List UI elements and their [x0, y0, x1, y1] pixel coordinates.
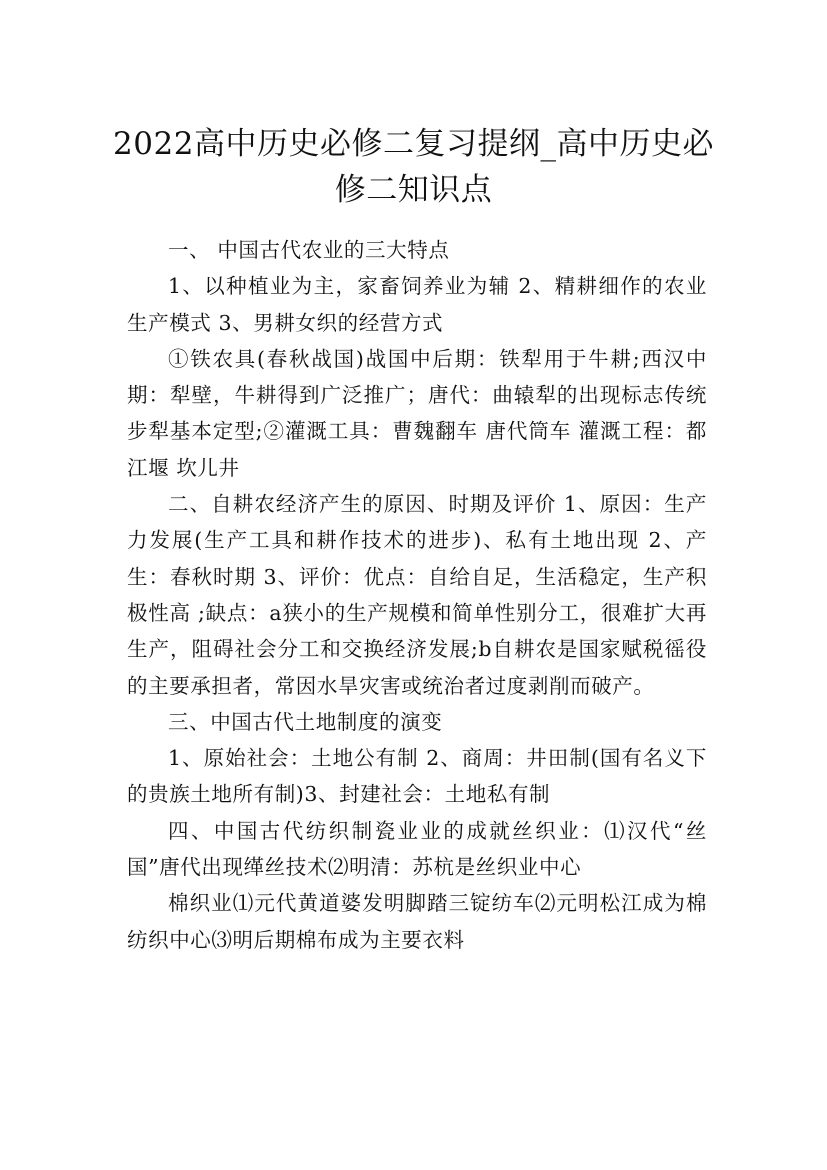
paragraph: 棉织业⑴元代黄道婆发明脚踏三锭纺车⑵元明松江成为棉纺织中心⑶明后期棉布成为主要衣料: [127, 891, 707, 952]
section-heading-2: 二、自耕农经济产生的原因、时期及评价 1、原因：生产力发展(生产工具和耕作技术的进步)、私有土地出现 2、产生：春秋时期 3、评价：优点：自给自足，生活稳定，生产积极性高 ;缺点：a狭小的生产规模和简单性别分工，很难扩大再生产，阻碍社会分工和交换经济发展;b自耕农是国家赋税徭役的主要承担者，常因水旱灾害或统治者过度剥削而破产。: [127, 492, 707, 698]
paragraph: 1、原始社会：土地公有制 2、商周：井田制(国有名义下的贵族土地所有制)3、封建社会：土地私有制: [127, 746, 707, 807]
paragraph: 1、以种植业为主，家畜饲养业为辅 2、精耕细作的农业生产模式 3、男耕女织的经营方式: [127, 274, 707, 335]
document-body: [127, 232, 707, 958]
page-title: 2022高中历史必修二复习提纲_高中历史必修二知识点: [113, 125, 714, 208]
section-heading-3: 三、中国古代土地制度的演变: [168, 709, 443, 734]
section-heading-4: 四、中国古代纺织制瓷业业的成就丝织业：⑴汉代“丝国”唐代出现缂丝技术⑵明清：苏杭是丝织业中心: [127, 818, 707, 880]
paragraph: ①铁农具(春秋战国)战国中后期：铁犁用于牛耕;西汉中期：犁壁，牛耕得到广泛推广；唐代：曲辕犁的出现标志传统步犁基本定型;②灌溉工具：曹魏翻车 唐代筒车 灌溉工程：都江堰 坎儿井: [127, 346, 707, 480]
section-heading-1: 一、 中国古代农业的三大特点: [168, 238, 450, 262]
